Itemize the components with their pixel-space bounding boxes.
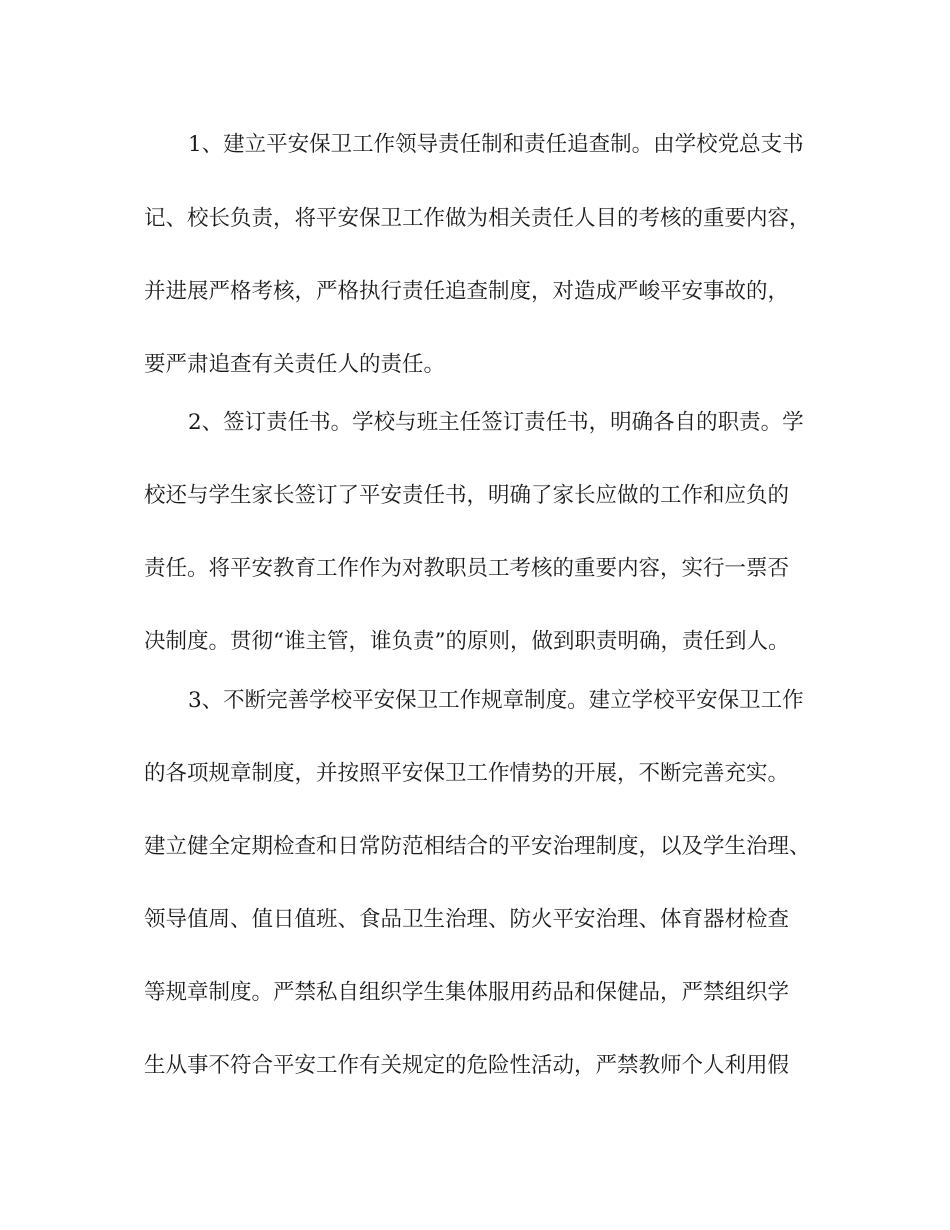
paragraph-1-line-4: 要严肃追查有关责任人的责任。: [144, 352, 446, 377]
paragraph-2-line-4: 决制度。贯彻“谁主管，谁负责”的原则，做到职责明确，责任到人。: [144, 629, 790, 654]
paragraph-3-line-4: 领导值周、值日值班、食品卫生治理、防火平安治理、体育器材检查: [144, 907, 790, 932]
paragraph-3-line-5: 等规章制度。严禁私自组织学生集体服用药品和保健品，严禁组织学: [144, 980, 790, 1005]
paragraph-1-line-3: 并进展严格考核，严格执行责任追查制度，对造成严峻平安事故的，: [144, 279, 790, 304]
paragraph-2-line-1: 2、签订责任书。学校与班主任签订责任书，明确各自的职责。学: [188, 410, 804, 435]
paragraph-1-line-2: 记、校长负责，将平安保卫工作做为相关责任人目的考核的重要内容，: [144, 206, 811, 231]
paragraph-3-line-2: 的各项规章制度，并按照平安保卫工作情势的开展，不断完善充实。: [144, 761, 790, 786]
paragraph-1-line-1: 1、建立平安保卫工作领导责任制和责任追查制。由学校党总支书: [188, 132, 804, 157]
paragraph-3-line-1: 3、不断完善学校平安保卫工作规章制度。建立学校平安保卫工作: [188, 688, 804, 713]
paragraph-2-line-2: 校还与学生家长签订了平安责任书，明确了家长应做的工作和应负的: [144, 483, 790, 508]
paragraph-2-line-3: 责任。将平安教育工作作为对教职员工考核的重要内容，实行一票否: [144, 556, 790, 581]
paragraph-3-line-3: 建立健全定期检查和日常防范相结合的平安治理制度，以及学生治理、: [144, 834, 811, 859]
paragraph-3-line-6: 生从事不符合平安工作有关规定的危险性活动，严禁教师个人利用假: [144, 1053, 790, 1078]
